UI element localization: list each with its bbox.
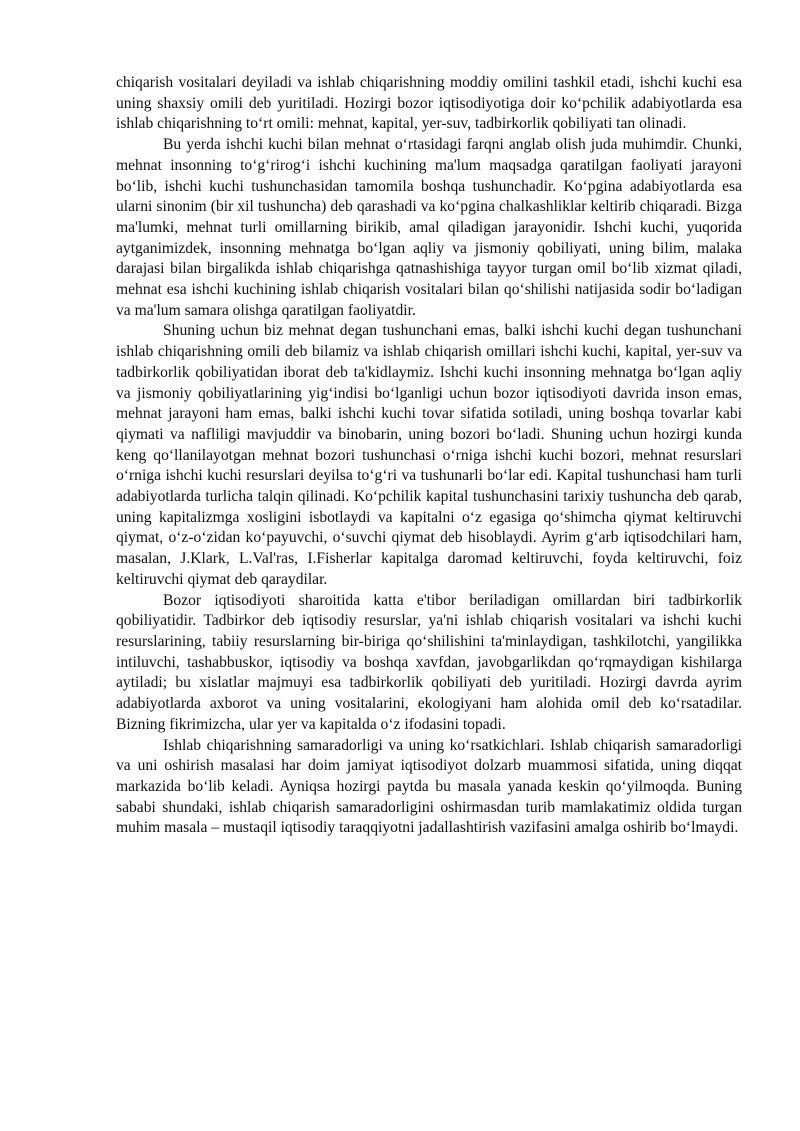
paragraph-2: Bu yerda ishchi kuchi bilan mehnat o‘rtasidagi farqni anglab olish juda muhimdir. Chunki, mehnat insonning to‘g‘rirog‘i ishchi kuchining ma'lum maqsadga qaratilgan faoliyati jarayoni bo‘lib, ishchi kuchi tushunchasidan tamomila boshqa tushunchadir. Ko‘pgina adabiyotlarda esa ularni sinonim (bir xil tushuncha) deb qarashadi va ko‘pgina chalkashliklar keltirib chiqaradi. Bizga ma'lumki, mehnat turli omillarning birikib, amal qiladigan jarayonidir. Ishchi kuchi, yuqorida aytganimizdek, insonning mehnatga bo‘lgan aqliy va jismoniy qobiliyati, uning bilim, malaka darajasi bilan birgalikda ishlab chiqarishga qatnashishiga tayyor turgan omil bo‘lib xizmat qiladi, mehnat esa ishchi kuchining ishlab chiqarish vositalari bilan qo‘shilishi natijasida sodir bo‘ladigan va ma'lum samara olishga qaratilgan faoliyatdir. [116,136,742,319]
paragraph-3: Shuning uchun biz mehnat degan tushunchani emas, balki ishchi kuchi degan tushunchani ishlab chiqarishning omili deb bilamiz va ishlab chiqarish omillari ishchi kuchi, kapital, yer-suv va tadbirkorlik qobiliyatidan iborat deb ta'kidlaymiz. Ishchi kuchi insonning mehnatga bo‘lgan aqliy va jismoniy qobiliyatlarining yig‘indisi bo‘lganligi uchun bozor iqtisodiyoti davrida inson emas, mehnat jarayoni ham emas, balki ishchi kuchi tovar sifatida sotiladi, uning boshqa tovarlar kabi qiymati va nafliligi mavjuddir va binobarin, uning bozori bo‘ladi. Shuning uchun hozirgi kunda keng qo‘llanilayotgan mehnat bozori tushunchasi o‘rniga ishchi kuchi bozori, mehnat resurslari o‘rniga ishchi kuchi resurslari deyilsa to‘g‘ri va tushunarli bo‘lar edi. Kapital tushunchasi ham turli adabiyotlarda turlicha talqin qilinadi. Ko‘pchilik kapital tushunchasini tarixiy tushuncha deb qarab, uning kapitalizmga xosligini isbotlaydi va kapitalni o‘z egasiga qo‘shimcha qiymat keltiruvchi qiymat, o‘z-o‘zidan ko‘payuvchi, o‘suvchi qiymat deb hisoblaydi. Ayrim g‘arb iqtisodchilari ham, masalan, J.Klark, L.Val'ras, I.Fisherlar kapitalga daromad keltiruvchi, foyda keltiruvchi, foiz keltiruvchi qiymat deb qaraydilar. [116,322,742,588]
paragraph-4: Bozor iqtisodiyoti sharoitida katta e'tibor beriladigan omillardan biri tadbirkorlik qobiliyatidir. Tadbirkor deb iqtisodiy resurslar, ya'ni ishlab chiqarish vositalari va ishchi kuchi resurslarining, tabiiy resurslarning bir-biriga qo‘shilishini ta'minlaydigan, tashkilotchi, yangilikka intiluvchi, tashabbuskor, iqtisodiy va boshqa xavfdan, javobgarlikdan qo‘rqmaydigan kishilarga aytiladi; bu xislatlar majmuyi esa tadbirkorlik qobiliyati deb yuritiladi. Hozirgi davrda ayrim adabiyotlarda axborot va uning vositalarini, ekologiyani ham alohida omil deb ko‘rsatadilar. Bizning fikrimizcha, ular yer va kapitalda o‘z ifodasini topadi. [116,591,742,733]
paragraph-1: chiqarish vositalari deyiladi va ishlab chiqarishning moddiy omilini tashkil etadi, ishchi kuchi esa uning shaxsiy omili deb yuritiladi. Hozirgi bozor iqtisodiyotiga doir ko‘pchilik adabiyotlarda esa ishlab chiqarishning to‘rt omili: mehnat, kapital, yer-suv, tadbirkorlik qobiliyati tan olinadi. [116,74,742,133]
text-body [116,73,742,839]
paragraph-5: Ishlab chiqarishning samaradorligi va uning ko‘rsatkichlari. Ishlab chiqarish samaradorligi va uni oshirish masalasi har doim jamiyat iqtisodiyot dolzarb muammosi sifatida, uning diqqat markazida bo‘lib keladi. Ayniqsa hozirgi paytda bu masala yanada keskin qo‘yilmoqda. Buning sababi shundaki, ishlab chiqarish samaradorligini oshirmasdan turib mamlakatimiz oldida turgan muhim masala – mustaqil iqtisodiy taraqqiyotni jadallashtirish vazifasini amalga oshirib bo‘lmaydi. [116,736,742,837]
